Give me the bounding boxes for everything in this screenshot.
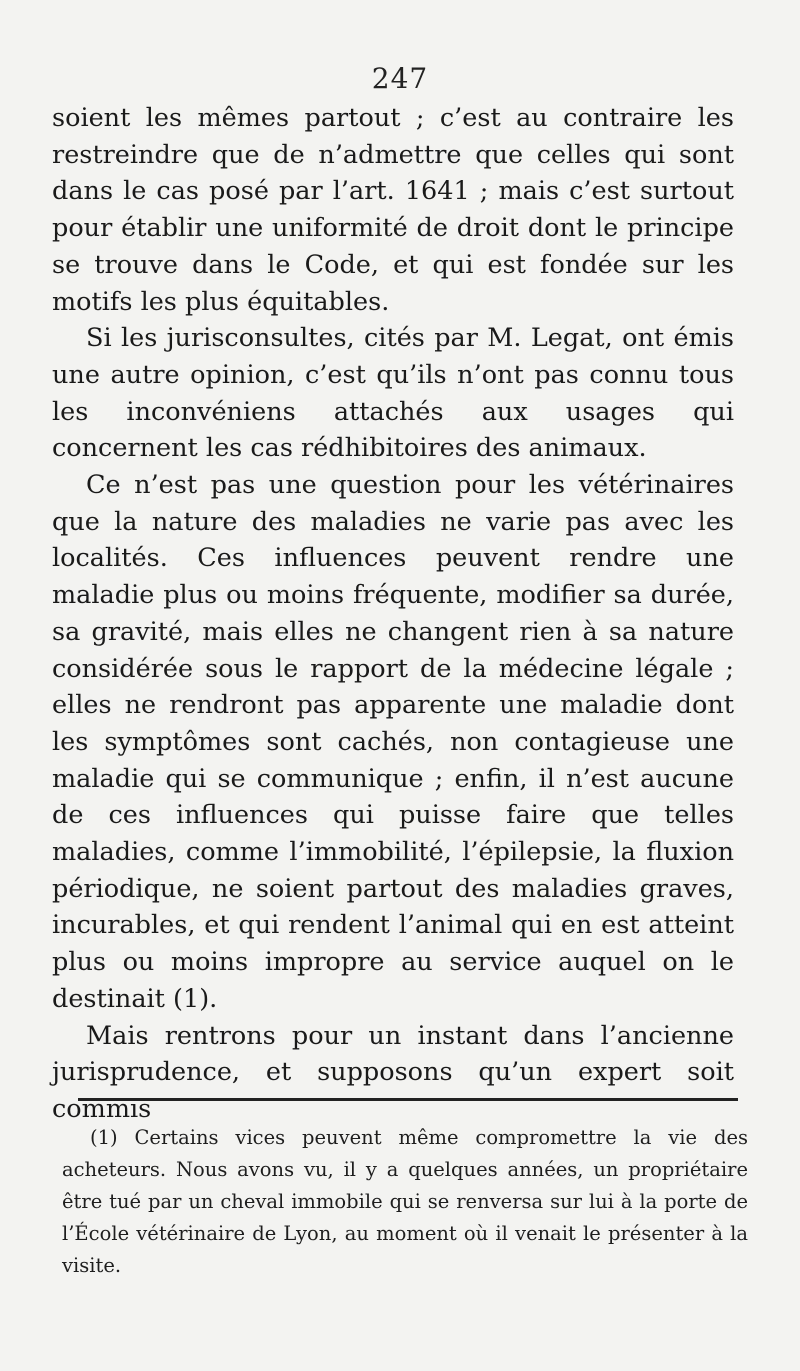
paragraph-1: soient les mêmes partout ; c’est au contraire les restreindre que de n’admettre que celles qui sont dans le cas posé par l’art. 1641 ; mais c’est surtout pour établir une uniformité de droit dont le principe se trouve dans le Code, et qui est fondée sur les motifs les plus équitables.: [52, 103, 734, 317]
footnote-divider: [78, 1098, 738, 1101]
body-text: [52, 100, 734, 1128]
page-number: 247: [371, 62, 429, 95]
paragraph-2: Si les jurisconsultes, cités par M. Legat, ont émis une autre opinion, c’est qu’ils n’ont pas connu tous les inconvéniens attachés aux usages qui concernent les cas rédhibitoires des animaux.: [52, 323, 734, 464]
paragraph-4: Mais rentrons pour un instant dans l’ancienne jurisprudence, et supposons qu’un expert soit commis: [52, 1020, 734, 1124]
footnote: (1) Certains vices peuvent même compromettre la vie des acheteurs. Nous avons vu, il y a quelques années, un propriétaire être tué par un cheval immobile qui se renversa sur lui à la porte de l’École vétérinaire de Lyon, au moment où il venait le présenter à la visite.: [62, 1126, 748, 1277]
paragraph-3: Ce n’est pas une question pour les vétérinaires que la nature des maladies ne varie pas avec les localités. Ces influences peuvent rendre une maladie plus ou moins fréquente, modifier sa durée, sa gravité, mais elles ne changent rien à sa nature considérée sous le rapport de la médecine légale ; elles ne rendront pas apparente une maladie dont les symptômes sont cachés, non contagieuse une maladie qui se communique ; enfin, il n’est aucune de ces influences qui puisse faire que telles maladies, comme l’immobilité, l’épilepsie, la fluxion périodique, ne soient partout des maladies graves, incurables, et qui rendent l’animal qui en est atteint plus ou moins impropre au service auquel on le destinait (1).: [52, 470, 734, 1014]
